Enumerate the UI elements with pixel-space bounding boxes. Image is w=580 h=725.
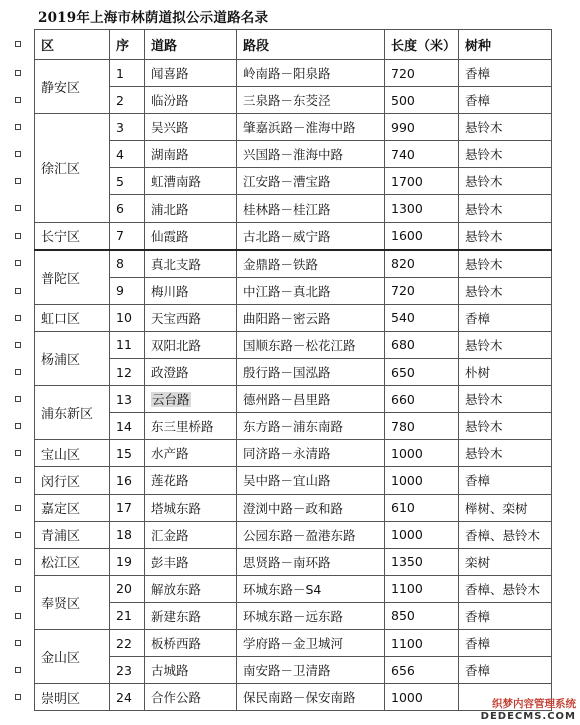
length-cell: 720 [385, 277, 459, 304]
seq-cell: 1 [110, 60, 145, 87]
tree-cell: 悬铃木 [459, 440, 552, 467]
length-cell: 720 [385, 60, 459, 87]
length-cell: 1100 [385, 575, 459, 602]
length-cell: 1600 [385, 222, 459, 250]
list-bullet-marker [15, 151, 21, 157]
length-cell: 780 [385, 413, 459, 440]
header-road: 道路 [145, 30, 237, 60]
table-row [35, 331, 552, 358]
header-district: 区 [35, 30, 110, 60]
road-cell [145, 386, 237, 413]
list-bullet-marker [15, 559, 21, 565]
tree-cell: 香樟 [459, 304, 552, 331]
tree-cell: 栾树 [459, 548, 552, 575]
seq-cell: 21 [110, 602, 145, 629]
tree-cell: 香樟 [459, 467, 552, 494]
table-row [35, 141, 552, 168]
length-cell: 610 [385, 494, 459, 521]
segment-cell: 古北路－威宁路 [237, 222, 385, 250]
road-cell: 天宝西路 [145, 304, 237, 331]
segment-cell: 环城东路－S4 [237, 575, 385, 602]
segment-cell: 吴中路－宜山路 [237, 467, 385, 494]
segment-cell: 曲阳路－密云路 [237, 304, 385, 331]
seq-cell: 24 [110, 684, 145, 711]
segment-cell: 中江路－真北路 [237, 277, 385, 304]
table-row [35, 684, 552, 711]
segment-cell: 思贤路－南环路 [237, 548, 385, 575]
road-cell: 吴兴路 [145, 114, 237, 141]
road-list-table [34, 29, 552, 711]
tree-cell: 悬铃木 [459, 195, 552, 222]
seq-cell: 3 [110, 114, 145, 141]
tree-cell: 香樟 [459, 657, 552, 684]
table-row [35, 250, 552, 278]
road-cell: 东三里桥路 [145, 413, 237, 440]
segment-cell: 公园东路－盈港东路 [237, 521, 385, 548]
table-row [35, 657, 552, 684]
seq-cell: 16 [110, 467, 145, 494]
length-cell: 1300 [385, 195, 459, 222]
road-cell: 解放东路 [145, 575, 237, 602]
list-bullet-marker [15, 342, 21, 348]
tree-cell: 悬铃木 [459, 413, 552, 440]
list-bullet-marker [15, 396, 21, 402]
seq-cell: 9 [110, 277, 145, 304]
list-bullet-marker [15, 260, 21, 266]
table-row [35, 575, 552, 602]
road-cell: 合作公路 [145, 684, 237, 711]
road-cell: 临汾路 [145, 87, 237, 114]
seq-cell: 13 [110, 386, 145, 413]
seq-cell: 6 [110, 195, 145, 222]
table-row [35, 494, 552, 521]
list-bullet-marker [15, 450, 21, 456]
list-bullet-marker [15, 423, 21, 429]
table-row [35, 413, 552, 440]
table-header-row [35, 30, 552, 60]
length-cell: 740 [385, 141, 459, 168]
seq-cell: 23 [110, 657, 145, 684]
tree-cell: 香樟 [459, 60, 552, 87]
segment-cell: 江安路－漕宝路 [237, 168, 385, 195]
district-cell: 青浦区 [35, 521, 110, 548]
road-cell: 汇金路 [145, 521, 237, 548]
table-row [35, 629, 552, 656]
road-cell: 新建东路 [145, 602, 237, 629]
document-title: 2019年上海市林荫道拟公示道路名录 [38, 10, 269, 26]
seq-cell: 20 [110, 575, 145, 602]
segment-cell: 兴国路－淮海中路 [237, 141, 385, 168]
district-cell: 静安区 [35, 60, 110, 114]
seq-cell: 18 [110, 521, 145, 548]
segment-cell: 金鼎路－铁路 [237, 250, 385, 278]
length-cell: 680 [385, 331, 459, 358]
road-cell: 塔城东路 [145, 494, 237, 521]
length-cell: 650 [385, 359, 459, 386]
watermark-line2: DEDECMS.COM [480, 711, 576, 722]
list-bullet-marker [15, 667, 21, 673]
segment-cell: 国顺东路－松花江路 [237, 331, 385, 358]
length-cell: 1000 [385, 684, 459, 711]
list-bullet-marker [15, 640, 21, 646]
seq-cell: 11 [110, 331, 145, 358]
district-cell: 长宁区 [35, 222, 110, 250]
segment-cell: 南安路－卫清路 [237, 657, 385, 684]
length-cell: 1700 [385, 168, 459, 195]
seq-cell: 12 [110, 359, 145, 386]
tree-cell: 悬铃木 [459, 277, 552, 304]
segment-cell: 肇嘉浜路－淮海中路 [237, 114, 385, 141]
road-cell: 闻喜路 [145, 60, 237, 87]
district-cell: 闵行区 [35, 467, 110, 494]
road-cell: 浦北路 [145, 195, 237, 222]
watermark-line1: 织梦内容管理系统 [492, 698, 576, 711]
table-row [35, 277, 552, 304]
table-row [35, 304, 552, 331]
segment-cell: 岭南路－阳泉路 [237, 60, 385, 87]
list-bullet-marker [15, 477, 21, 483]
district-cell: 嘉定区 [35, 494, 110, 521]
header-seq: 序 [110, 30, 145, 60]
tree-cell: 悬铃木 [459, 168, 552, 195]
district-cell: 徐汇区 [35, 114, 110, 222]
list-bullet-marker [15, 613, 21, 619]
bullet-markers [15, 0, 25, 725]
district-cell: 宝山区 [35, 440, 110, 467]
header-length: 长度（米） [385, 30, 459, 60]
list-bullet-marker [15, 178, 21, 184]
segment-cell: 东方路－浦东南路 [237, 413, 385, 440]
table-row [35, 87, 552, 114]
seq-cell: 15 [110, 440, 145, 467]
tree-cell: 香樟 [459, 602, 552, 629]
segment-cell: 环城东路－远东路 [237, 602, 385, 629]
length-cell: 1350 [385, 548, 459, 575]
list-bullet-marker [15, 41, 21, 47]
road-cell: 梅川路 [145, 277, 237, 304]
tree-cell: 悬铃木 [459, 222, 552, 250]
list-bullet-marker [15, 315, 21, 321]
table-row [35, 386, 552, 413]
tree-cell: 香樟、悬铃木 [459, 521, 552, 548]
tree-cell: 榉树、栾树 [459, 494, 552, 521]
road-cell: 板桥西路 [145, 629, 237, 656]
seq-cell: 4 [110, 141, 145, 168]
table-row [35, 222, 552, 250]
highlighted-road-name: 云台路 [152, 392, 190, 408]
tree-cell: 悬铃木 [459, 141, 552, 168]
seq-cell: 10 [110, 304, 145, 331]
road-cell: 湖南路 [145, 141, 237, 168]
length-cell: 820 [385, 250, 459, 278]
seq-cell: 19 [110, 548, 145, 575]
segment-cell: 殷行路－国泓路 [237, 359, 385, 386]
list-bullet-marker [15, 369, 21, 375]
list-bullet-marker [15, 70, 21, 76]
tree-cell: 悬铃木 [459, 386, 552, 413]
list-bullet-marker [15, 505, 21, 511]
table-row [35, 548, 552, 575]
segment-cell: 澄浏中路－政和路 [237, 494, 385, 521]
length-cell: 1100 [385, 629, 459, 656]
header-tree: 树种 [459, 30, 552, 60]
seq-cell: 8 [110, 250, 145, 278]
table-row [35, 114, 552, 141]
segment-cell: 德州路－昌里路 [237, 386, 385, 413]
district-cell: 奉贤区 [35, 575, 110, 629]
district-cell: 虹口区 [35, 304, 110, 331]
length-cell: 1000 [385, 467, 459, 494]
district-cell: 金山区 [35, 629, 110, 683]
list-bullet-marker [15, 288, 21, 294]
district-cell: 崇明区 [35, 684, 110, 711]
watermark-logo [481, 699, 576, 722]
header-segment: 路段 [237, 30, 385, 60]
length-cell: 990 [385, 114, 459, 141]
table-row [35, 440, 552, 467]
list-bullet-marker [15, 233, 21, 239]
length-cell: 1000 [385, 440, 459, 467]
road-cell: 水产路 [145, 440, 237, 467]
road-cell: 真北支路 [145, 250, 237, 278]
seq-cell: 22 [110, 629, 145, 656]
list-bullet-marker [15, 97, 21, 103]
table-row [35, 195, 552, 222]
length-cell: 540 [385, 304, 459, 331]
tree-cell: 香樟 [459, 629, 552, 656]
length-cell: 660 [385, 386, 459, 413]
road-cell: 虹漕南路 [145, 168, 237, 195]
seq-cell: 5 [110, 168, 145, 195]
length-cell: 850 [385, 602, 459, 629]
list-bullet-marker [15, 532, 21, 538]
length-cell: 1000 [385, 521, 459, 548]
seq-cell: 7 [110, 222, 145, 250]
list-bullet-marker [15, 694, 21, 700]
table-row [35, 168, 552, 195]
list-bullet-marker [15, 205, 21, 211]
segment-cell: 同济路－永清路 [237, 440, 385, 467]
tree-cell: 悬铃木 [459, 331, 552, 358]
seq-cell: 17 [110, 494, 145, 521]
list-bullet-marker [15, 124, 21, 130]
tree-cell: 悬铃木 [459, 114, 552, 141]
segment-cell: 保民南路－保安南路 [237, 684, 385, 711]
list-bullet-marker [15, 586, 21, 592]
road-cell: 莲花路 [145, 467, 237, 494]
district-cell: 杨浦区 [35, 331, 110, 385]
tree-cell: 朴树 [459, 359, 552, 386]
district-cell: 松江区 [35, 548, 110, 575]
length-cell: 500 [385, 87, 459, 114]
table-row [35, 467, 552, 494]
seq-cell: 14 [110, 413, 145, 440]
district-cell: 浦东新区 [35, 386, 110, 440]
length-cell: 656 [385, 657, 459, 684]
tree-cell: 悬铃木 [459, 250, 552, 278]
seq-cell: 2 [110, 87, 145, 114]
table-row [35, 521, 552, 548]
district-cell: 普陀区 [35, 250, 110, 305]
tree-cell: 香樟、悬铃木 [459, 575, 552, 602]
road-cell: 政澄路 [145, 359, 237, 386]
tree-cell: 香樟 [459, 87, 552, 114]
road-cell: 仙霞路 [145, 222, 237, 250]
segment-cell: 学府路－金卫城河 [237, 629, 385, 656]
table-row [35, 359, 552, 386]
table-row [35, 60, 552, 87]
table-row [35, 602, 552, 629]
road-cell: 双阳北路 [145, 331, 237, 358]
road-cell: 彭丰路 [145, 548, 237, 575]
road-cell: 古城路 [145, 657, 237, 684]
segment-cell: 桂林路－桂江路 [237, 195, 385, 222]
segment-cell: 三泉路－东茭泾 [237, 87, 385, 114]
